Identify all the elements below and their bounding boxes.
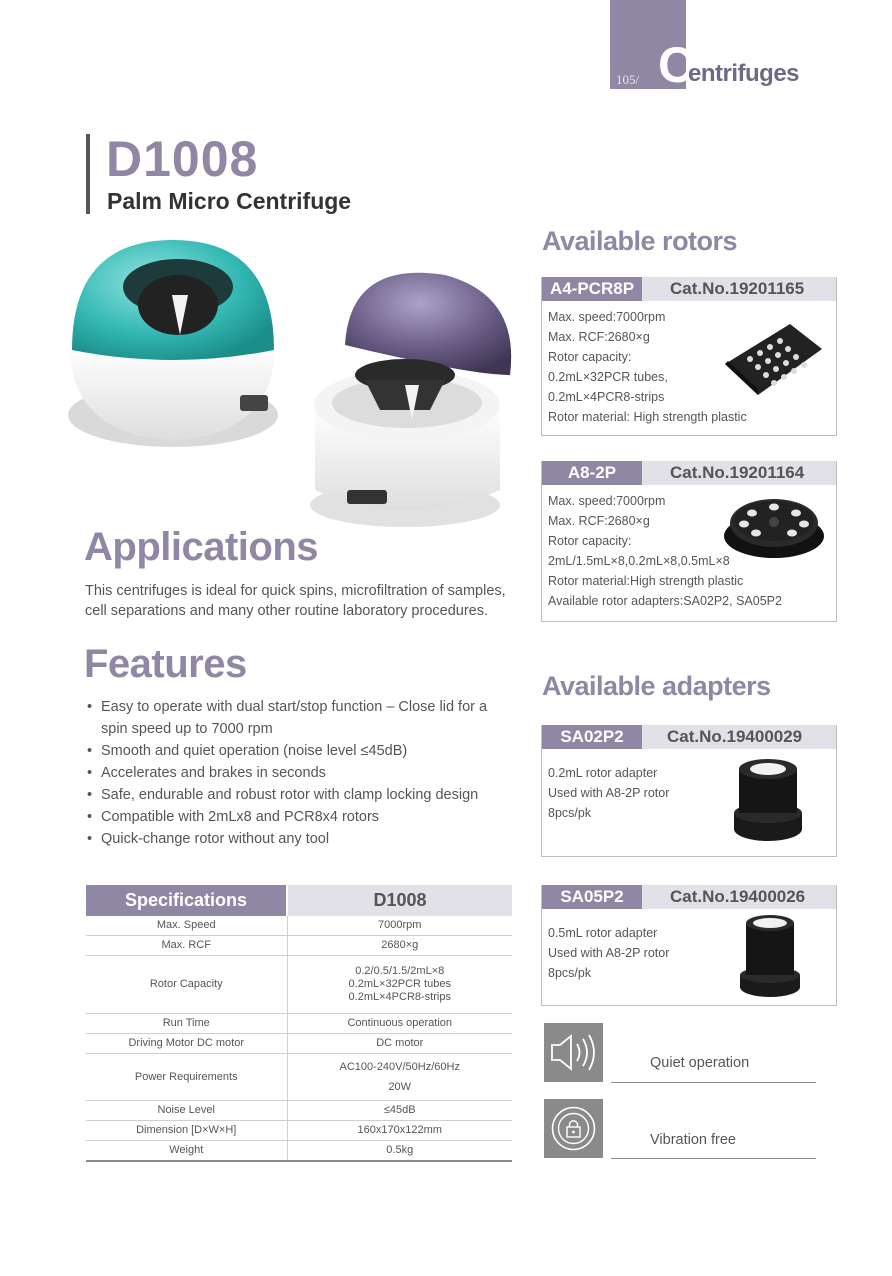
adapter-details — [548, 763, 669, 823]
rotor-detail-line: Max. speed:7000rpm — [548, 494, 666, 508]
spec-label: Max. RCF — [86, 936, 287, 956]
spec-value: Continuous operation — [287, 1014, 512, 1034]
rotor-detail-line: Max. speed:7000rpm — [548, 310, 666, 324]
adapter-card — [541, 885, 837, 1006]
rotor-detail-line: Max. RCF:2680×g — [548, 330, 650, 344]
feature-item: • Easy to operate with dual start/stop function – Close lid for a spin speed up to 7000 rpm — [85, 696, 505, 740]
adapter-detail-line: Used with A8-2P rotor — [548, 786, 670, 800]
adapter-cat-no: Cat.No.19400026 — [670, 887, 806, 906]
adapter-details — [548, 923, 669, 983]
spec-value-line: AC100-240V/50Hz/60Hz — [339, 1061, 460, 1073]
badge-label: Quiet operation — [650, 1055, 750, 1071]
spec-label: Weight — [86, 1141, 287, 1162]
applications-heading: Applications — [84, 525, 319, 569]
spec-label: Noise Level — [86, 1101, 287, 1121]
table-row — [86, 1141, 512, 1162]
adapter-name: SA02P2 — [542, 725, 642, 749]
feature-item: • Compatible with 2mLx8 and PCR8x4 rotors — [85, 806, 505, 828]
spec-value-multi — [287, 1054, 512, 1101]
rotor-detail-line: Available rotor adapters:SA02P2, SA05P2 — [548, 594, 782, 608]
rotor-card — [541, 461, 837, 622]
table-row — [86, 936, 512, 956]
spec-header-label: Specifications — [86, 885, 287, 916]
spec-value: 0.5kg — [287, 1141, 512, 1162]
adapter-card — [541, 725, 837, 857]
spec-label: Power Requirements — [86, 1054, 287, 1101]
model-accent-bar — [86, 134, 90, 214]
feature-item: • Safe, endurable and robust rotor with clamp locking design — [85, 784, 505, 806]
rotor-card — [541, 277, 837, 436]
page-number: 105/ — [616, 72, 640, 87]
product-photo — [60, 235, 530, 535]
speaker-icon — [544, 1023, 603, 1082]
a8-rotor-image — [722, 491, 826, 561]
features-heading: Features — [84, 642, 247, 686]
adapters-heading: Available adapters — [542, 671, 771, 701]
model-name: D1008 — [106, 131, 259, 187]
spec-value-line: 0.2/0.5/1.5/2mL×8 — [355, 965, 445, 977]
badge-divider — [611, 1082, 816, 1083]
rotor-name: A8-2P — [542, 461, 642, 485]
header-initial: C — [658, 37, 695, 93]
adapter-sa05p2-image — [738, 913, 802, 1001]
spec-label: Dimension [D×W×H] — [86, 1121, 287, 1141]
spec-value: 2680×g — [287, 936, 512, 956]
purple-centrifuge — [310, 273, 511, 527]
adapter-detail-line: 0.2mL rotor adapter — [548, 766, 658, 780]
spec-value-line: 20W — [388, 1081, 412, 1093]
rotors-heading: Available rotors — [542, 226, 738, 256]
table-row — [86, 1054, 512, 1101]
spec-value-line: 0.2mL×4PCR8-strips — [348, 991, 451, 1003]
adapter-sa02p2-image — [732, 757, 804, 845]
adapter-name: SA05P2 — [542, 885, 642, 909]
table-row — [86, 1121, 512, 1141]
adapter-detail-line: 0.5mL rotor adapter — [548, 926, 658, 940]
spec-label: Rotor Capacity — [86, 956, 287, 1014]
pcr-rotor-image — [720, 319, 826, 397]
table-row — [86, 1034, 512, 1054]
rotor-detail-line: Rotor material:High strength plastic — [548, 574, 744, 588]
spec-header-model: D1008 — [287, 885, 512, 916]
spec-value-line: 0.2mL×32PCR tubes — [348, 978, 451, 990]
spec-label: Driving Motor DC motor — [86, 1034, 287, 1054]
adapter-detail-line: Used with A8-2P rotor — [548, 946, 670, 960]
spec-value: 7000rpm — [287, 916, 512, 936]
adapter-detail-line: 8pcs/pk — [548, 966, 592, 980]
rotor-detail-line: 2mL/1.5mL×8,0.2mL×8,0.5mL×8 — [548, 554, 730, 568]
specifications-table — [86, 885, 512, 1162]
teal-centrifuge — [68, 240, 278, 447]
adapter-detail-line: 8pcs/pk — [548, 806, 592, 820]
rotor-detail-line: Rotor material: High strength plastic — [548, 410, 747, 424]
rotor-detail-line: Max. RCF:2680×g — [548, 514, 650, 528]
badge-divider — [611, 1158, 816, 1159]
feature-item: • Smooth and quiet operation (noise level ≤45dB) — [85, 740, 505, 762]
spec-header-row — [86, 885, 512, 916]
spec-value: ≤45dB — [287, 1101, 512, 1121]
model-subtitle: Palm Micro Centrifuge — [107, 188, 352, 214]
rotor-detail-line: Rotor capacity: — [548, 534, 632, 548]
adapter-cat-no: Cat.No.19400029 — [667, 727, 803, 746]
rotor-details — [548, 307, 747, 427]
spec-value-multi — [287, 956, 512, 1014]
spec-label: Run Time — [86, 1014, 287, 1034]
features-list — [85, 696, 505, 850]
rotor-detail-line: 0.2mL×4PCR8-strips — [548, 390, 665, 404]
feature-item: • Quick-change rotor without any tool — [85, 828, 505, 850]
rotor-detail-line: Rotor capacity: — [548, 350, 632, 364]
applications-text: This centrifuges is ideal for quick spins, microfiltration of samples, cell separations and many other routine laboratory procedures. — [85, 583, 506, 619]
rotor-detail-line: 0.2mL×32PCR tubes, — [548, 370, 668, 384]
feature-item: • Accelerates and brakes in seconds — [85, 762, 505, 784]
rotor-name: A4-PCR8P — [542, 277, 642, 301]
spec-label: Max. Speed — [86, 916, 287, 936]
lock-icon — [544, 1099, 603, 1158]
badge-label: Vibration free — [650, 1132, 736, 1148]
table-row — [86, 1101, 512, 1121]
rotor-cat-no: Cat.No.19201164 — [670, 463, 805, 482]
table-row — [86, 1014, 512, 1034]
table-row — [86, 956, 512, 1014]
spec-value: DC motor — [287, 1034, 512, 1054]
rotor-cat-no: Cat.No.19201165 — [670, 279, 805, 298]
header-title: entrifuges — [688, 60, 800, 87]
spec-value: 160x170x122mm — [287, 1121, 512, 1141]
table-row — [86, 916, 512, 936]
